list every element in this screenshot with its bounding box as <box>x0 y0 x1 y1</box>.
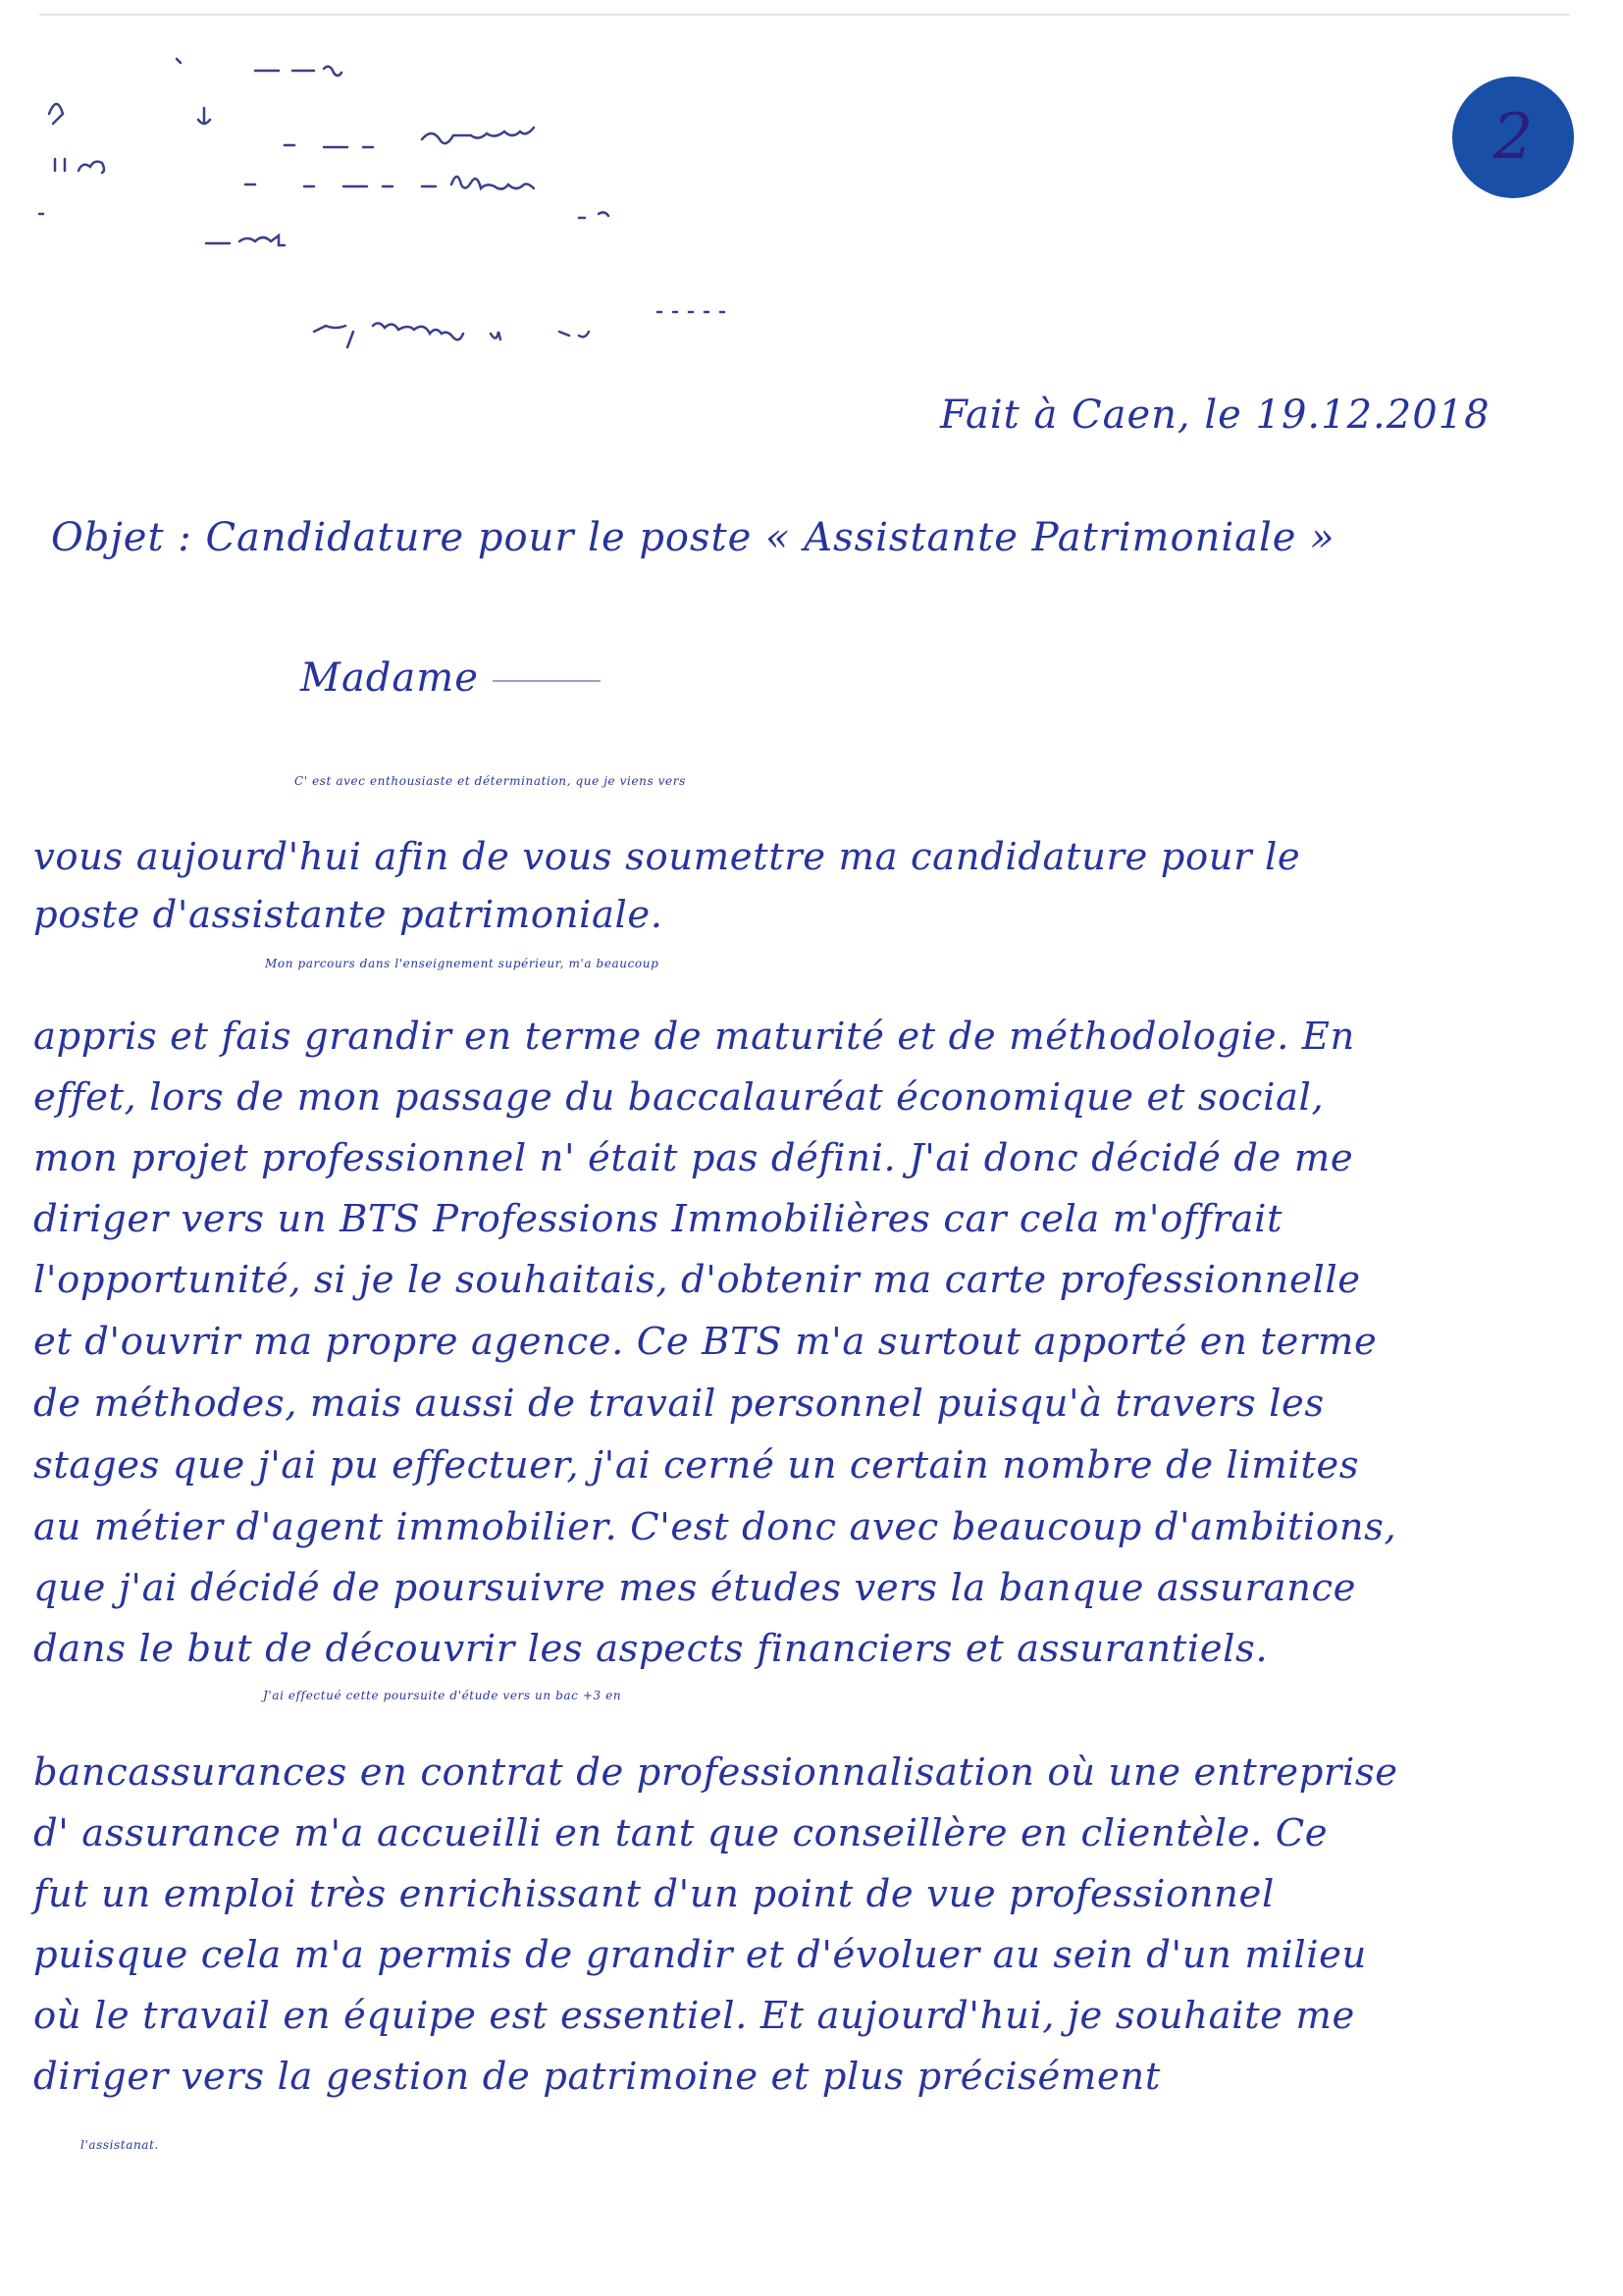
salutation-line <box>300 655 601 701</box>
body-line-11: de méthodes, mais aussi de travail personnel puisqu'à travers les <box>33 1382 1325 1426</box>
body-line-5: appris et fais grandir en terme de maturité et de méthodologie. En <box>33 1015 1355 1059</box>
body-line-19: fut un emploi très enrichissant d'un point de vue professionnel <box>33 1872 1275 1916</box>
redacted-name <box>493 680 601 682</box>
body-line-7: mon projet professionnel n' était pas défini. J'ai donc décidé de me <box>33 1136 1354 1180</box>
page-number-badge <box>1452 77 1574 198</box>
body-line-21: où le travail en équipe est essentiel. Et aujourd'hui, je souhaite me <box>33 1994 1355 2038</box>
body-line-15: dans le but de découvrir les aspects financiers et assurantiels. <box>33 1627 1269 1671</box>
body-line-12: stages que j'ai pu effectuer, j'ai cerné un certain nombre de limites <box>33 1443 1360 1487</box>
scan-edge-line <box>39 14 1570 16</box>
body-line-9: l'opportunité, si je le souhaitais, d'obtenir ma carte professionnelle <box>33 1258 1361 1302</box>
date-line: Fait à Caen, le 19.12.2018 <box>940 392 1491 438</box>
body-line-10: et d'ouvrir ma propre agence. Ce BTS m'a surtout apporté en terme <box>33 1320 1378 1364</box>
body-line-22: diriger vers la gestion de patrimoine et plus précisément <box>33 2055 1161 2099</box>
body-line-18: d' assurance m'a accueilli en tant que conseillère en clientèle. Ce <box>33 1811 1329 1855</box>
page-number: 2 <box>1492 101 1534 174</box>
body-line-8: diriger vers un BTS Professions Immobilières car cela m'offrait <box>33 1197 1283 1241</box>
salutation-text: Madame <box>300 655 479 701</box>
body-line-20: puisque cela m'a permis de grandir et d'évoluer au sein d'un milieu <box>33 1933 1367 1977</box>
body-line-6: effet, lors de mon passage du baccalauréat économique et social, <box>33 1075 1325 1120</box>
body-line-16: J'ai effectué cette poursuite d'étude vers un bac +3 en <box>263 1689 622 1702</box>
redacted-sender-block <box>29 49 1011 373</box>
body-line-17: bancassurances en contrat de professionnalisation où une entreprise <box>33 1750 1398 1795</box>
object-line: Objet : Candidature pour le poste « Assistante Patrimoniale » <box>51 515 1335 560</box>
body-line-2: vous aujourd'hui afin de vous soumettre ma candidature pour le <box>33 835 1301 879</box>
body-line-14: que j'ai décidé de poursuivre mes études vers la banque assurance <box>33 1566 1357 1610</box>
body-line-4: Mon parcours dans l'enseignement supérieur, m'a beaucoup <box>265 957 659 970</box>
body-line-13: au métier d'agent immobilier. C'est donc avec beaucoup d'ambitions, <box>33 1505 1397 1549</box>
body-line-1: C' est avec enthousiaste et détermination, que je viens vers <box>294 774 686 788</box>
body-line-23: l'assistanat. <box>80 2138 159 2152</box>
body-line-3: poste d'assistante patrimoniale. <box>33 893 663 937</box>
